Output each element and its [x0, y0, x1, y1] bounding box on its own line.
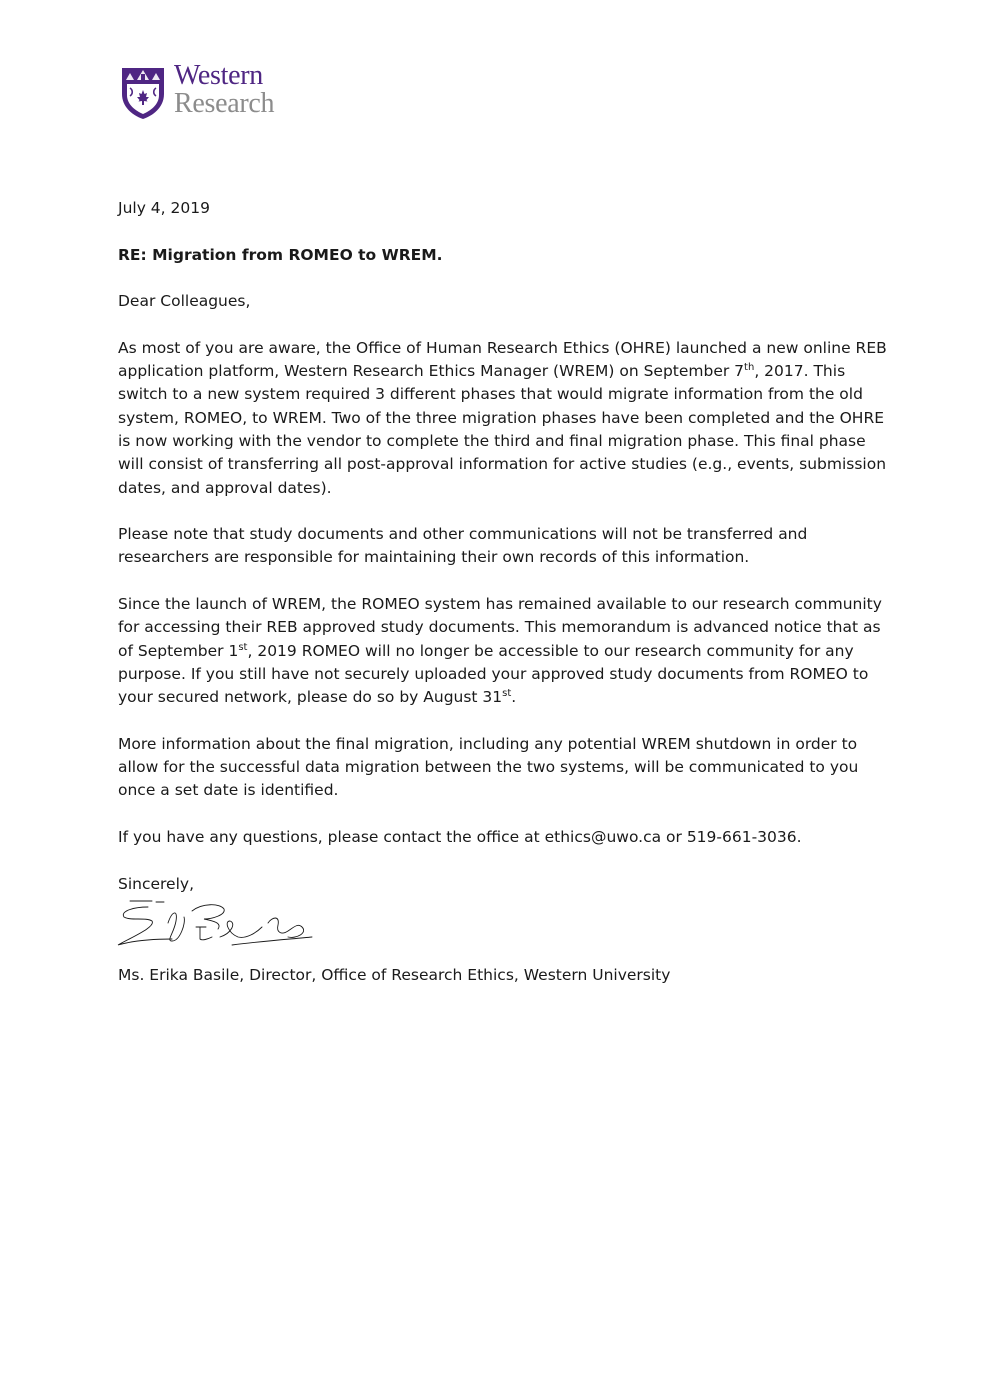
logo-line-research: Research: [174, 88, 275, 119]
paragraph-1-superscript: th: [744, 361, 755, 373]
paragraph-5-text-a: If you have any questions, please contact the office at: [118, 828, 545, 847]
paragraph-3-superscript-2: st: [502, 688, 512, 700]
paragraph-1-text-a: As most of you are aware, the Office of Human Research Ethics (OHRE) launched a new online REB application platform, Western Research Ethics Manager (WREM) on September 7: [118, 338, 887, 381]
paragraph-2: Please note that study documents and other communications will not be transferred and researchers are responsible for maintaining their own records of this information.: [118, 525, 808, 567]
letter-date: July 4, 2019: [118, 199, 210, 217]
paragraph-4: More information about the final migration, including any potential WREM shutdown in order to allow for the successful data migration between the two systems, will be communicated to you once a set date is identified.: [118, 734, 859, 800]
western-research-logo: [120, 62, 320, 124]
letter-body: [118, 197, 888, 919]
letter-salutation: Dear Colleagues,: [118, 292, 251, 311]
paragraph-1-text-b: , 2017. This switch to a new system required 3 different phases that would migrate information from the old system, ROMEO, to WREM. Two of the three migration phases have been completed and the OHRE is now working with the vendor to complete the third and final migration phase. This final phase will consist of transferring all post-approval information for active studies (e.g., events, submission dates, and approval dates).: [118, 362, 887, 497]
paragraph-1: [118, 337, 888, 500]
letter-subject: RE: Migration from ROMEO to WREM.: [118, 245, 443, 264]
logo-wordmark: [174, 62, 274, 118]
paragraph-5: [118, 826, 888, 849]
handwritten-signature: [112, 893, 322, 953]
paragraph-3: [118, 593, 888, 709]
letter-closing: Sincerely,: [118, 874, 195, 893]
paragraph-3-text-b: , 2019 ROMEO will no longer be accessible to our research community for any purpose. If you still have not securely uploaded your approved study documents from ROMEO to your secured network, please do so by August 31: [118, 641, 869, 707]
paragraph-3-superscript-1: st: [238, 641, 248, 653]
contact-email: ethics@uwo.ca: [544, 828, 662, 847]
paragraph-3-text-a: Since the launch of WREM, the ROMEO system has remained available to our research community for accessing their REB approved study documents. This memorandum is advanced notice that as of September 1: [118, 595, 882, 660]
western-crest-icon: [120, 64, 166, 120]
paragraph-5-text-b: or 519-661-3036.: [661, 828, 802, 847]
logo-line-western: Western: [174, 60, 263, 91]
paragraph-3-text-c: .: [511, 688, 517, 707]
signer-name-title: Ms. Erika Basile, Director, Office of Research Ethics, Western University: [118, 966, 671, 984]
